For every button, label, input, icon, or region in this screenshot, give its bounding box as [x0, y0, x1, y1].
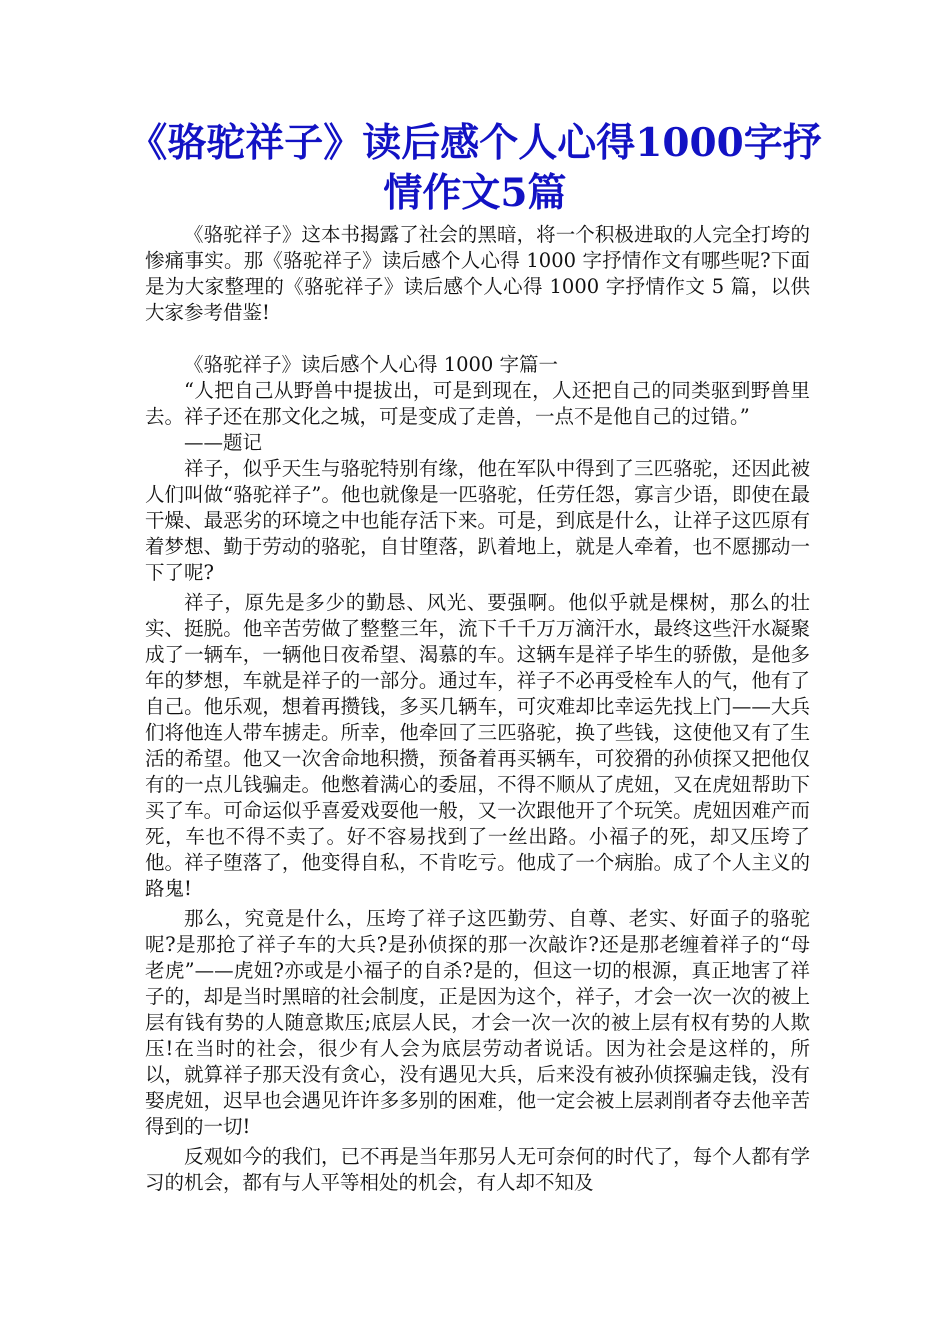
body-paragraph: 那么，究竟是什么，压垮了祥子这匹勤劳、自尊、老实、好面子的骆驼呢?是那抢了祥子车的大兵?是孙侦探的那一次敲诈?还是那老缠着祥子的“母老虎”——虎妞?亦或是小福子的自杀?是的，但这一切的根源，真正地害了祥子的，却是当时黑暗的社会制度，正是因为这个，祥子，才会一次一次的被上层有钱有势的人随意欺压;底层人民，才会一次一次的被上层有权有势的人欺压!在当时的社会，很少有人会为底层劳动者说话。因为社会是这样的，所以，就算祥子那天没有贪心，没有遇见大兵，后来没有被孙侦探骗走钱，没有娶虎妞，迟早也会遇见许许多多别的困难，他一定会被上层剥削者夺去他辛苦得到的一切! — [145, 907, 810, 1138]
epigraph-attribution: ——题记 — [184, 431, 263, 454]
body-paragraph: 祥子，似乎天生与骆驼特别有缘，他在军队中得到了三匹骆驼，还因此被人们叫做“骆驼祥子”。他也就像是一匹骆驼，任劳任怨，寡言少语，即使在最干燥、最恶劣的环境之中也能存活下来。可是，到底是什么，让祥子这匹原有着梦想、勤于劳动的骆驼，自甘堕落，趴着地上，就是人牵着，也不愿挪动一下了呢? — [145, 457, 810, 584]
document-title: 《骆驼祥子》读后感个人心得1000字抒情作文5篇 — [128, 120, 822, 216]
intro-paragraph: 《骆驼祥子》这本书揭露了社会的黑暗，将一个积极进取的人完全打垮的惨痛事实。那《骆驼祥子》读后感个人心得 1000 字抒情作文有哪些呢?下面是为大家整理的《骆驼祥子》读后感个人心得 1000 字抒情作文 5 篇，以供大家参考借鉴! — [145, 223, 810, 324]
epigraph-quote: “人把自己从野兽中提拔出，可是到现在，人还把自己的同类驱到野兽里去。祥子还在那文化之城，可是变成了走兽，一点不是他自己的过错。” — [145, 379, 810, 428]
body-paragraph: 祥子，原先是多少的勤恳、风光、要强啊。他似乎就是棵树，那么的壮实、挺脱。他辛苦劳做了整整三年，流下千千万万滴汗水，最终这些汗水凝聚成了一辆车，一辆他日夜希望、渴慕的车。这辆车是祥子毕生的骄傲，是他多年的梦想，车就是祥子的一部分。通过车，祥子不必再受栓车人的气，他有了自己。他乐观，想着再攒钱，多买几辆车，可灾难却比幸运先找上门——大兵们将他连人带车掳走。所幸，他牵回了三匹骆驼，换了些钱，这使他又有了生活的希望。他又一次舍命地积攒，预备着再买辆车，可狡猾的孙侦探又把他仅有的一点儿钱骗走。他憋着满心的委屈，不得不顺从了虎妞，又在虎妞帮助下买了车。可命运似乎喜爱戏耍他一般，又一次跟他开了个玩笑。虎妞因难产而死，车也不得不卖了。好不容易找到了一丝出路。小福子的死，却又压垮了他。祥子堕落了，他变得自私，不肯吃亏。他成了一个病胎。成了个人主义的路鬼! — [145, 591, 810, 900]
section-heading: 《骆驼祥子》读后感个人心得 1000 字篇一 — [184, 353, 559, 376]
document-body — [145, 222, 810, 1196]
body-paragraph: 反观如今的我们，已不再是当年那另人无可奈何的时代了，每个人都有学习的机会，都有与人平等相处的机会，有人却不知及 — [145, 1145, 810, 1194]
